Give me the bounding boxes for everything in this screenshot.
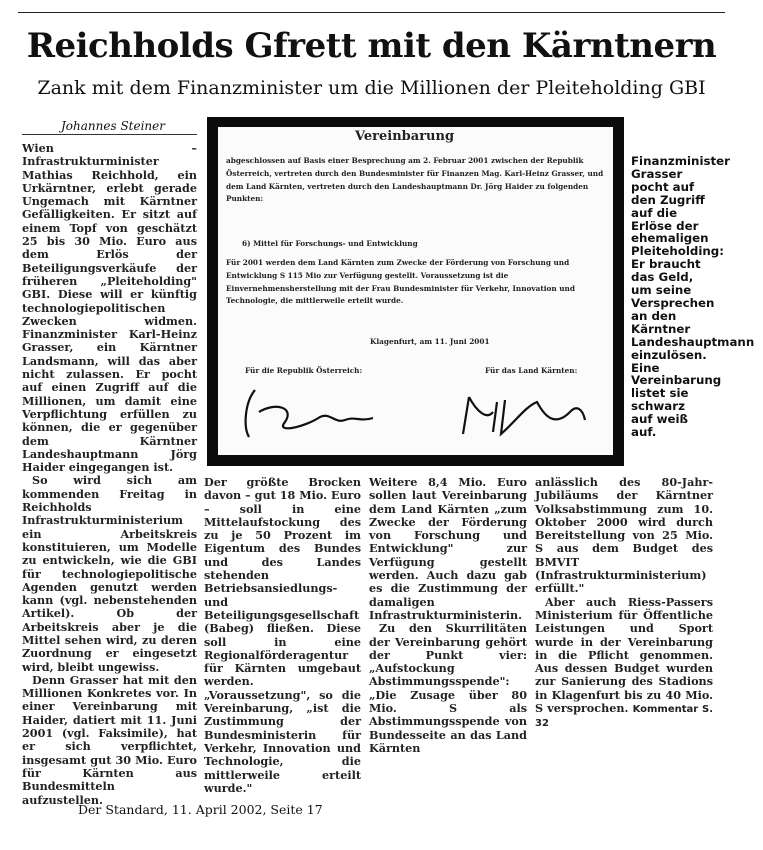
paragraph: Denn Grasser hat mit den Millionen Konkretes vor. In einer Vereinbarung mit Haider, datiert mit 11. Juni 2001 (vgl. Faksimile), hat er sich verpflichtet, insgesamt gut 30 Mio. Euro für Kärnten aus Bundesmitteln aufzustellen. (22, 672, 197, 807)
article-column-4 (535, 476, 713, 731)
facsimile-item: 6) Mittel für Forschungs- und Entwicklung (242, 239, 418, 248)
paragraph: Wien – Infrastrukturminister Mathias Reichhold, ein Urkärntner, erlebt gerade Ungemach mit Kärntner Gefälligkeiten. Er sitzt auf einem Topf von geschätzt 25 bis 30 Mio. Euro aus dem Erlös der Beteiligungsverkäufe der früheren „Pleiteholding" GBI. Diese will er künftig technologiepolitischen Zwecken widmen. Finanzminister Karl-Heinz Grasser, ein Kärntner Landsmann, will das aber nicht zulassen. Er pocht auf einen Zugriff auf die Millionen, um damit eine Verpflichtung erfüllen zu können, die er gegenüber dem Kärntner Landeshauptmann Jörg Haider eingegangen ist. (22, 141, 197, 475)
subheadline: Zank mit dem Finanzminister um die Millionen der Pleiteholding GBI (37, 77, 706, 99)
facsimile-title: Vereinbarung (355, 129, 455, 144)
paragraph-text: Aber auch Riess-Passers Ministerium für Öffentliche Leistungen und Sport wurde in der Vereinbarung in die Pflicht genommen. Aus dessen Budget wurden zur Sanierung des Stadions in Klagenfurt bis zu 40 Mio. S versprochen. (535, 594, 713, 716)
paragraph: Weitere 8,4 Mio. Euro sollen laut Vereinbarung dem Land Kärnten „zum Zwecke der Förderung von Forschung und Entwicklung" zur Verfügung gestellt werden. Auch dazu gab es die Zustimmung der damaligen Infrastrukturministerin. (369, 475, 527, 622)
commentary-reference: Kommentar S. 32 (535, 704, 713, 730)
author-byline: Johannes Steiner (61, 119, 165, 133)
source-citation: Der Standard, 11. April 2002, Seite 17 (78, 802, 323, 817)
signature-right (463, 397, 585, 434)
paragraph (535, 596, 713, 731)
facsimile-body: Für 2001 werden dem Land Kärnten zum Zwecke der Förderung von Forschung und Entwicklung S 115 Mio zur Verfügung gestellt. Voraussetzung ist die Einvernehmensherstellung mit der Frau Bundesminister für Verkehr, Innovation und Technologie, die mittlerweile erteilt wurde. (226, 258, 575, 306)
signature-left (246, 390, 373, 437)
paragraph: Zu den Skurrilitäten der Vereinbarung gehört der Punkt vier: „Aufstockung Abstimmungsspende": „Die Zusage über 80 Mio. S als Abstimmungsspende von Bundesseite an das Land Kärnten (369, 621, 527, 755)
article-column-3 (369, 476, 527, 755)
facsimile-signatory-left: Für die Republik Österreich: (245, 366, 363, 375)
top-rule (18, 12, 725, 13)
facsimile-place-date: Klagenfurt, am 11. Juni 2001 (370, 337, 490, 346)
article-column-1 (22, 142, 197, 807)
pull-quote: Finanzminister Grasser pocht auf den Zugriff auf die Erlöse der ehemaligen Pleiteholding: Er braucht das Geld, um seine Versprechen an den Kärntner Landeshauptmann einzulösen. Eine Vereinbarung listet sie schwarz auf weiß auf. (631, 154, 755, 440)
paragraph: anlässlich des 80-Jahr-Jubiläums der Kärntner Volksabstimmung zum 10. Oktober 2000 wird durch Bereitstellung von 25 Mio. S aus dem Budget des BMVIT (Infrastrukturministerium) erfüllt." (535, 475, 713, 596)
byline-rule (22, 134, 197, 135)
paragraph: Der größte Brocken davon – gut 18 Mio. Euro – soll in eine Mittelaufstockung des zu je 50 Prozent im Eigentum des Bundes und des Landes stehenden Betriebsansiedlungs- und Beteiligungsgesellschaft (Babeg) fließen. Diese soll in eine Regionalförderagentur für Kärnten umgebaut werden. „Voraussetzung", so die Vereinbarung, „ist die Zustimmung der Bundesministerin für Verkehr, Innovation und Technologie, die mittlerweile erteilt wurde." (204, 475, 361, 795)
headline: Reichholds Gfrett mit den Kärntnern (26, 26, 717, 66)
paragraph: So wird sich am kommenden Freitag in Reichholds Infrastrukturministerium ein Arbeitskreis konstituieren, um Modelle zu entwickeln, wie die GBI für technologiepolitische Agenden genutzt werden kann (vgl. nebenstehenden Artikel). Ob der Arbeitskreis aber je die Mittel sehen wird, zu deren Zuordnung er eingesetzt wird, bleibt ungewiss. (22, 473, 197, 674)
signatures-image (225, 372, 605, 452)
facsimile-signatory-right: Für das Land Kärnten: (485, 366, 578, 375)
article-column-2 (204, 476, 361, 795)
facsimile-intro: abgeschlossen auf Basis einer Besprechung am 2. Februar 2001 zwischen der Republik Österreich, vertreten durch den Bundesminister für Finanzen Mag. Karl-Heinz Grasser, und dem Land Kärnten, vertreten durch den Landeshauptmann Dr. Jörg Haider zu folgenden Punkten: (226, 156, 604, 204)
